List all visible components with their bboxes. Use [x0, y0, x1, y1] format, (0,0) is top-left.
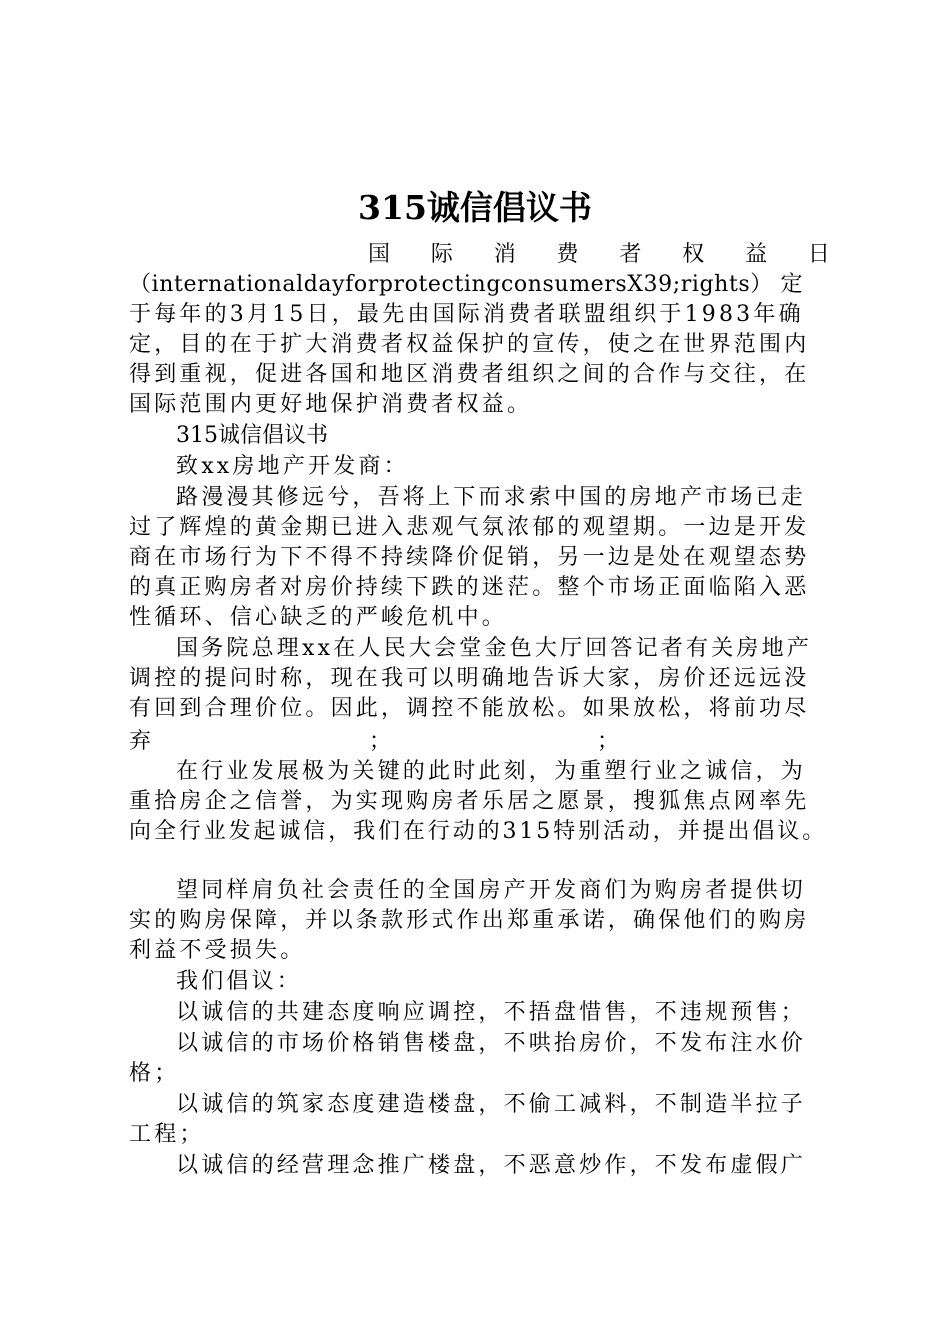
text-line: 定，目的在于扩大消费者权益保护的宣传，使之在世界范围内 — [129, 332, 810, 357]
text-line: 性循环、信心缺乏的严峻危机中。 — [129, 605, 508, 630]
text-line: 工程； — [129, 1122, 205, 1147]
text-line: 重拾房企之信誉，为实现购房者乐居之愿景，搜狐焦点网率先 — [129, 789, 810, 814]
intro-char: 日 — [807, 242, 830, 267]
text-line: 向全行业发起诚信，我们在行动的315特别活动，并提出倡议。 — [129, 819, 828, 844]
text-line: 在行业发展极为关键的此时此刻，为重塑行业之诚信，为 — [176, 759, 807, 784]
proposal-item: 以诚信的筑家态度建造楼盘，不偷工减料，不制造半拉子 — [176, 1092, 807, 1117]
semicolon: ； — [597, 729, 620, 754]
text-line: 调控的提问时称，现在我可以明确地告诉大家，房价还远远没 — [129, 666, 810, 691]
proposal-item: 以诚信的市场价格销售楼盘，不哄抬房价，不发布注水价 — [176, 1031, 807, 1056]
section-heading: 315诚信倡议书 — [176, 423, 328, 448]
text-line: 国务院总理xx在人民大会堂金色大厅回答记者有关房地产 — [176, 636, 813, 661]
text-line: 的真正购房者对房价持续下跌的迷茫。整个市场正面临陷入恶 — [129, 575, 810, 600]
text-line: 国际范围内更好地保护消费者权益。 — [129, 392, 533, 417]
intro-char: 际 — [430, 242, 453, 267]
proposal-item: 以诚信的共建态度响应调控，不捂盘惜售，不违规预售； — [176, 1000, 807, 1025]
text-line: （internationaldayforprotectingconsumersX39;rights） 定 — [129, 272, 804, 297]
text-line: 过了辉煌的黄金期已进入悲观气氛浓郁的观望期。一边是开发 — [129, 515, 810, 540]
intro-char: 权 — [682, 242, 705, 267]
text-line: 我们倡议： — [176, 969, 303, 994]
text-line: 弃 — [129, 729, 155, 754]
document-title: 315诚信倡议书 — [358, 188, 592, 227]
text-line: 格； — [129, 1061, 180, 1086]
salutation: 致xx房地产开发商： — [176, 454, 409, 479]
text-line: 于每年的3月15日，最先由国际消费者联盟组织于1983年确 — [129, 302, 804, 327]
intro-char: 国 — [368, 242, 391, 267]
intro-char: 费 — [556, 242, 579, 267]
text-line: 实的购房保障，并以条款形式作出郑重承诺，确保他们的购房 — [129, 908, 810, 933]
intro-char: 益 — [745, 242, 768, 267]
semicolon: ； — [369, 729, 392, 754]
text-line: 商在市场行为下不得不持续降价促销，另一边是处在观望态势 — [129, 545, 810, 570]
proposal-item: 以诚信的经营理念推广楼盘，不恶意炒作，不发布虚假广 — [176, 1153, 807, 1178]
text-line: 利益不受损失。 — [129, 938, 306, 963]
text-line: 路漫漫其修远兮，吾将上下而求索中国的房地产市场已走 — [176, 485, 807, 510]
intro-spread-line — [368, 240, 830, 270]
intro-char: 者 — [619, 242, 642, 267]
text-line: 望同样肩负社会责任的全国房产开发商们为购房者提供切 — [176, 878, 807, 903]
intro-char: 消 — [493, 242, 516, 267]
text-line: 得到重视，促进各国和地区消费者组织之间的合作与交往，在 — [129, 362, 810, 387]
text-line: 有回到合理价位。因此，调控不能放松。如果放松，将前功尽 — [129, 696, 810, 721]
